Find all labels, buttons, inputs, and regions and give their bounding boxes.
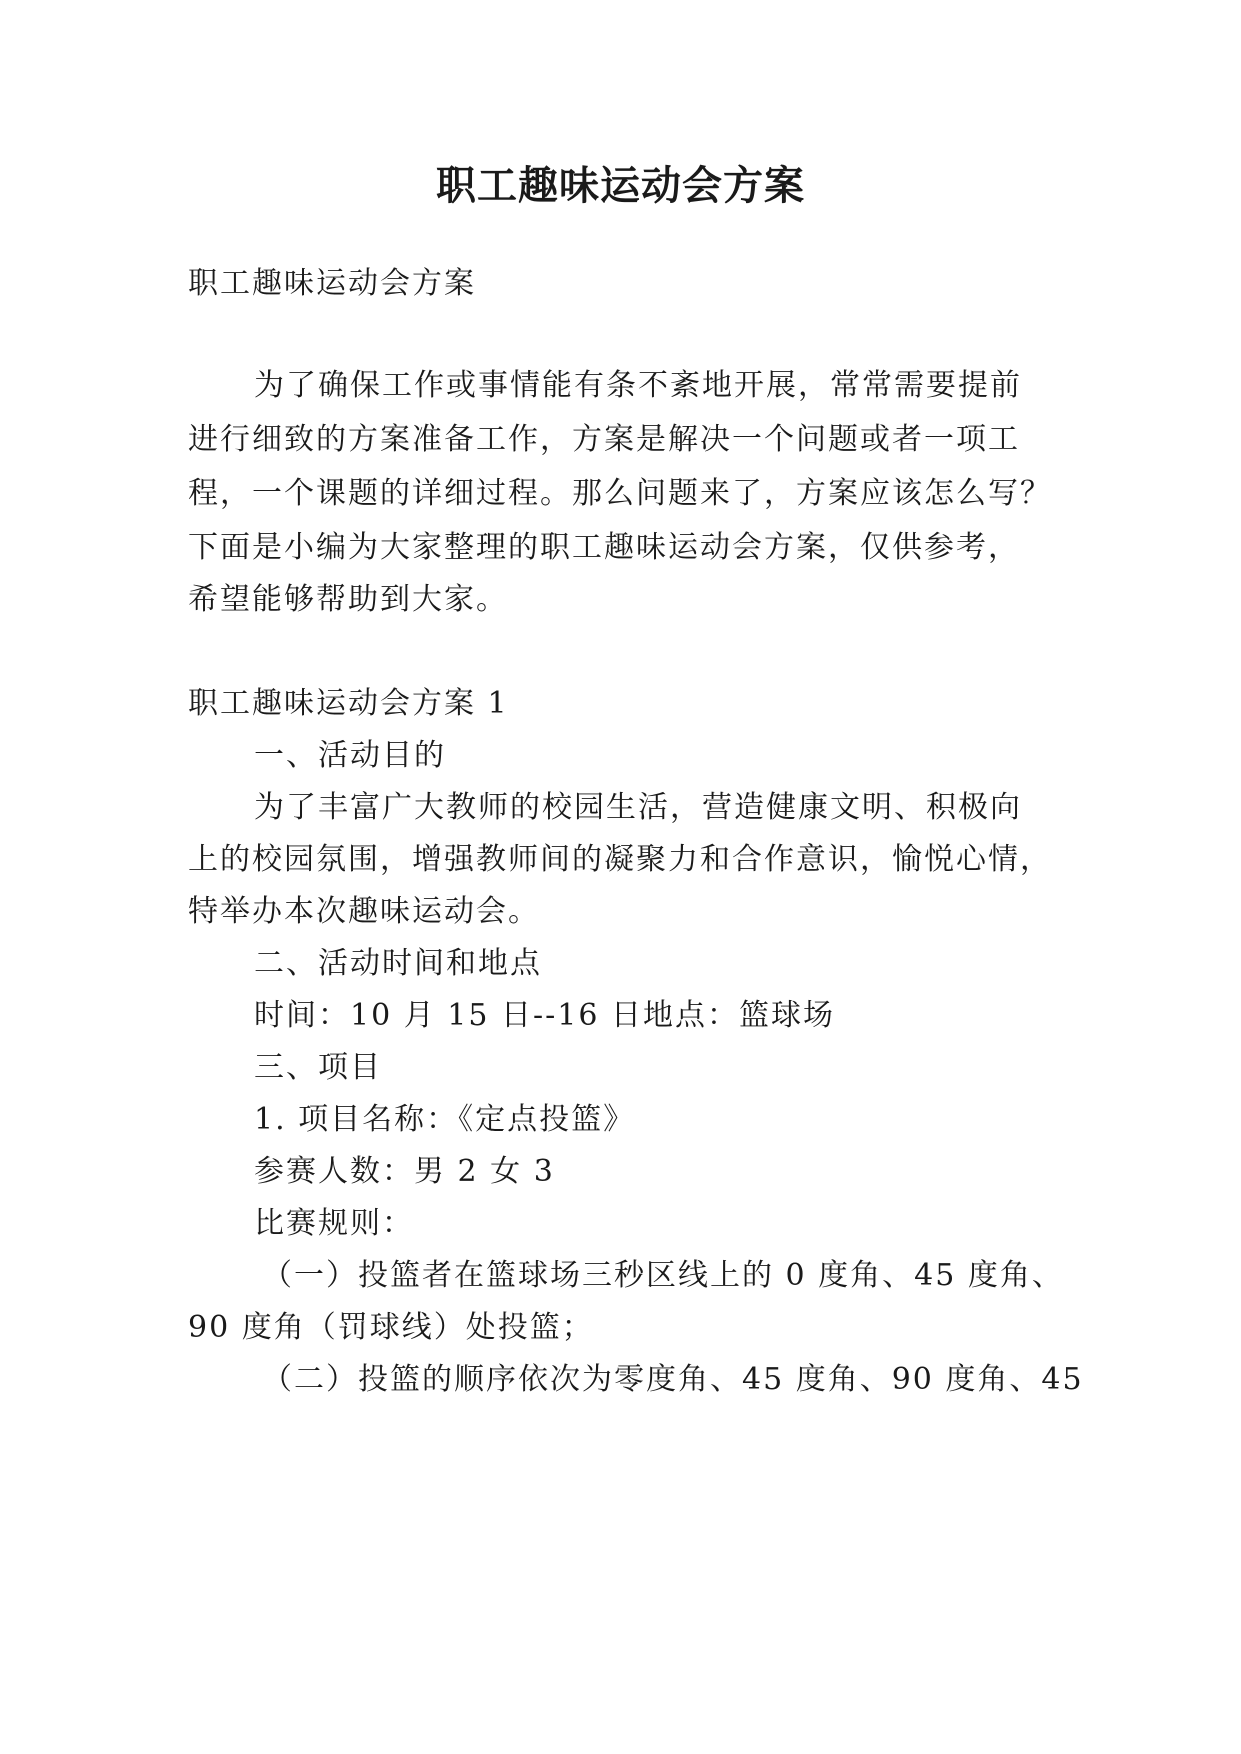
participants: 参赛人数：男 2 女 3	[254, 1154, 555, 1189]
heading-time-place: 二、活动时间和地点	[254, 946, 542, 981]
document-subtitle: 职工趣味运动会方案	[188, 266, 476, 301]
heading-purpose: 一、活动目的	[254, 738, 446, 773]
intro-line-5: 希望能够帮助到大家。	[188, 582, 508, 617]
heading-items: 三、项目	[254, 1050, 382, 1085]
purpose-line-1: 为了丰富广大教师的校园生活，营造健康文明、积极向	[254, 790, 1022, 825]
time-place-text: 时间：10 月 15 日--16 日地点：篮球场	[254, 998, 835, 1033]
rule-2-line-1: （二）投篮的顺序依次为零度角、45 度角、90 度角、45	[262, 1362, 1084, 1397]
section-heading: 职工趣味运动会方案 1	[188, 686, 509, 721]
intro-line-1: 为了确保工作或事情能有条不紊地开展，常常需要提前	[254, 368, 1022, 403]
document-title: 职工趣味运动会方案	[436, 162, 805, 209]
rule-1-line-2: 90 度角（罚球线）处投篮；	[188, 1310, 594, 1345]
intro-line-3: 程，一个课题的详细过程。那么问题来了，方案应该怎么写？	[188, 476, 1052, 511]
purpose-line-2: 上的校园氛围，增强教师间的凝聚力和合作意识，愉悦心情，	[188, 842, 1052, 877]
item-name: 1. 项目名称：《定点投篮》	[254, 1102, 636, 1137]
intro-line-4: 下面是小编为大家整理的职工趣味运动会方案，仅供参考，	[188, 530, 1020, 565]
intro-line-2: 进行细致的方案准备工作，方案是解决一个问题或者一项工	[188, 422, 1020, 457]
purpose-line-3: 特举办本次趣味运动会。	[188, 894, 540, 929]
rules-label: 比赛规则：	[254, 1206, 414, 1241]
rule-1-line-1: （一）投篮者在篮球场三秒区线上的 0 度角、45 度角、	[262, 1258, 1064, 1293]
